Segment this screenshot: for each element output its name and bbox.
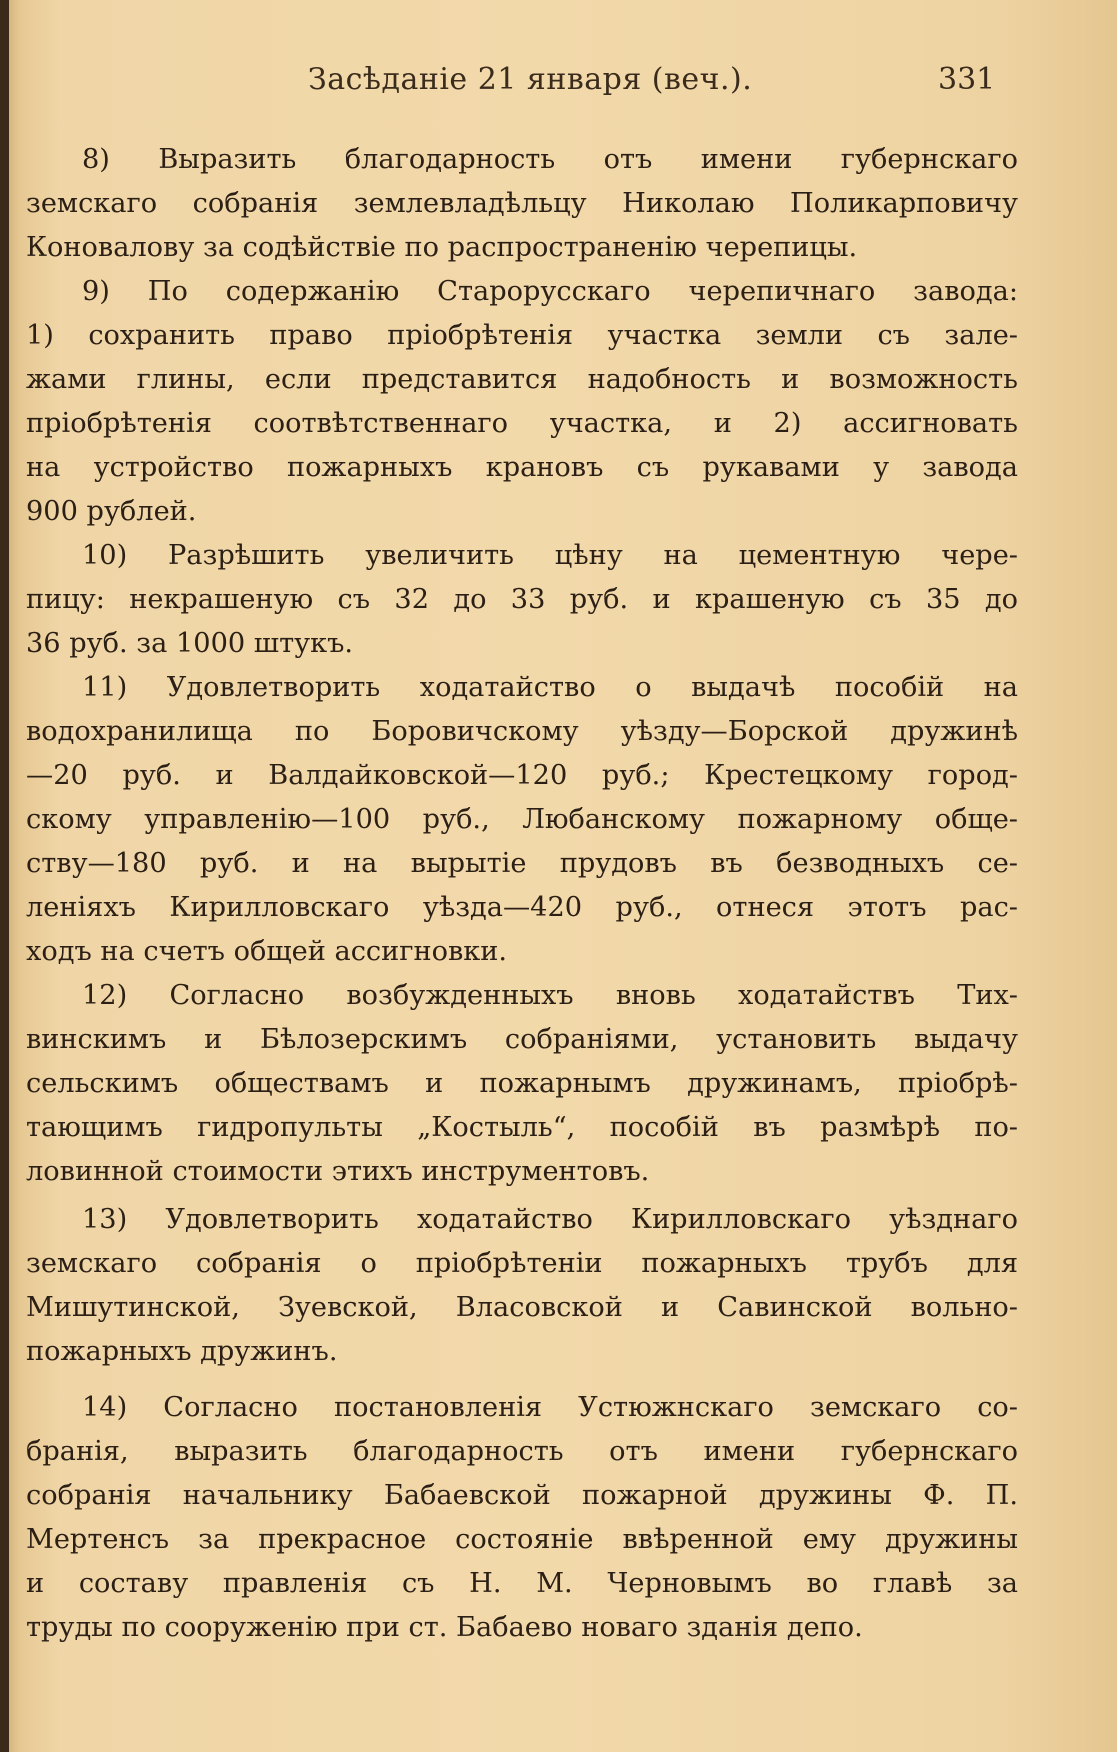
text-line: земскаго собранія землевладѣльцу Николаю Поликарповичу xyxy=(26,188,1018,219)
text-line: Коновалову за содѣйствіе по распространенію черепицы. xyxy=(26,232,858,263)
text-line: пріобрѣтенія соотвѣтственнаго участка, и 2) ассигновать xyxy=(26,408,1018,439)
text-line: пицу: некрашеную съ 32 до 33 руб. и крашеную съ 35 до xyxy=(26,584,1018,615)
running-header-title: Засѣданіе 21 января (веч.). xyxy=(308,62,753,97)
running-header xyxy=(0,62,1117,112)
text-line: леніяхъ Кирилловскаго уѣзда—420 руб., отнеся этотъ рас- xyxy=(26,892,1018,923)
text-line: пожарныхъ дружинъ. xyxy=(26,1336,338,1367)
paragraph xyxy=(26,666,1018,974)
text-line: 8) Выразить благодарность отъ имени губернскаго xyxy=(82,144,1018,175)
text-line: 10) Разрѣшить увеличить цѣну на цементную чере- xyxy=(82,540,1018,571)
text-line: скому управленію—100 руб., Любанскому пожарному обще- xyxy=(26,804,1018,835)
page-number: 331 xyxy=(938,62,996,97)
text-line: бранія, выразить благодарность отъ имени губернскаго xyxy=(26,1436,1018,1467)
text-line: собранія начальнику Бабаевской пожарной дружины Ф. П. xyxy=(26,1480,1018,1511)
paragraph xyxy=(26,1386,1018,1650)
text-line: и составу правленія съ Н. М. Черновымъ во главѣ за xyxy=(26,1568,1018,1599)
text-line: 13) Удовлетворить ходатайство Кирилловскаго уѣзднаго xyxy=(82,1204,1018,1235)
text-line: Мишутинской, Зуевской, Власовской и Савинской вольно- xyxy=(26,1292,1018,1323)
text-line: тающимъ гидропульты „Костыль“, пособій въ размѣрѣ по- xyxy=(26,1112,1018,1143)
text-line: сельскимъ обществамъ и пожарнымъ дружинамъ, пріобрѣ- xyxy=(26,1068,1018,1099)
paragraph xyxy=(26,270,1018,534)
body-text xyxy=(26,138,1018,1650)
text-line: винскимъ и Бѣлозерскимъ собраніями, установить выдачу xyxy=(26,1024,1018,1055)
text-line: земскаго собранія о пріобрѣтеніи пожарныхъ трубъ для xyxy=(26,1248,1018,1279)
text-line: ловинной стоимости этихъ инструментовъ. xyxy=(26,1156,650,1187)
text-line: 36 руб. за 1000 штукъ. xyxy=(26,628,354,659)
text-line: —20 руб. и Валдайковской—120 руб.; Крестецкому город- xyxy=(26,760,1018,791)
text-line: 900 рублей. xyxy=(26,496,197,527)
text-line: водохранилища по Боровичскому уѣзду—Борской дружинѣ xyxy=(26,716,1018,747)
text-line: 12) Согласно возбужденныхъ вновь ходатайствъ Тих- xyxy=(82,980,1018,1011)
book-spine-shadow xyxy=(0,0,9,1752)
text-line: на устройство пожарныхъ крановъ съ рукавами у завода xyxy=(26,452,1018,483)
text-line: жами глины, если представится надобность и возможность xyxy=(26,364,1018,395)
paragraph xyxy=(26,1198,1018,1374)
text-line: Мертенсъ за прекрасное состояніе ввѣренной ему дружины xyxy=(26,1524,1018,1555)
paragraph xyxy=(26,138,1018,270)
text-line: 9) По содержанію Старорусскаго черепичнаго завода: xyxy=(82,276,1018,307)
text-line: 1) сохранить право пріобрѣтенія участка земли съ зале- xyxy=(26,320,1018,351)
text-line: 14) Согласно постановленія Устюжнскаго земскаго со- xyxy=(82,1392,1018,1423)
paragraph xyxy=(26,534,1018,666)
paragraph xyxy=(26,974,1018,1194)
text-line: ходъ на счетъ общей ассигновки. xyxy=(26,936,508,967)
text-line: ству—180 руб. и на вырытіе прудовъ въ безводныхъ се- xyxy=(26,848,1018,879)
text-line: труды по сооруженію при ст. Бабаево новаго зданія депо. xyxy=(26,1612,863,1643)
text-line: 11) Удовлетворить ходатайство о выдачѣ пособій на xyxy=(82,672,1018,703)
